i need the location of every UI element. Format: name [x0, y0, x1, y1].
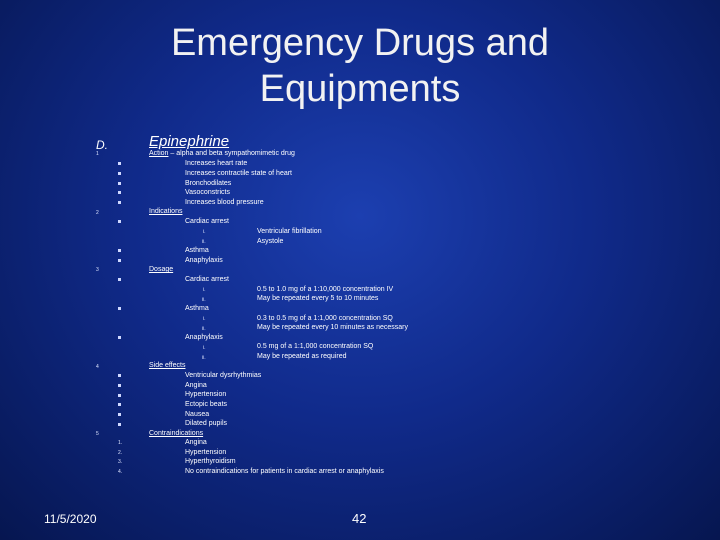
list-item: Ectopic beats	[185, 401, 228, 408]
item-number: 1.	[118, 440, 123, 446]
list-item: Increases heart rate	[185, 160, 248, 167]
bullet-square-icon	[118, 384, 121, 387]
bullet-square-icon	[118, 307, 121, 310]
list-item: Anaphylaxis	[185, 334, 223, 341]
side-effects-label: Side effects	[149, 362, 186, 369]
sub-item: 0.3 to 0.5 mg of a 1:1,000 concentration SQ	[257, 315, 393, 322]
section-number: 3	[96, 267, 99, 273]
bullet-square-icon	[118, 201, 121, 204]
list-item: Hyperthyroidism	[185, 458, 236, 465]
bullet-square-icon	[118, 162, 121, 165]
bullet-square-icon	[118, 336, 121, 339]
list-item: No contraindications for patients in cardiac arrest or anaphylaxis	[185, 468, 384, 475]
sub-item-number: ii.	[202, 297, 206, 303]
sub-item-number: ii.	[202, 239, 206, 245]
list-item: Increases blood pressure	[185, 199, 264, 206]
bullet-square-icon	[118, 249, 121, 252]
bullet-square-icon	[118, 413, 121, 416]
section-number: 4	[96, 364, 99, 370]
sub-item: May be repeated every 5 to 10 minutes	[257, 295, 379, 302]
bullet-square-icon	[118, 220, 121, 223]
list-item: Vasoconstricts	[185, 189, 230, 196]
list-item: Asthma	[185, 305, 209, 312]
item-number: 3.	[118, 459, 123, 465]
section-number: 2	[96, 210, 99, 216]
page-number: 42	[352, 511, 367, 526]
bullet-square-icon	[118, 374, 121, 377]
list-item: Cardiac arrest	[185, 276, 229, 283]
action-description: – alpha and beta sympathomimetic drug	[168, 150, 295, 157]
item-number: 4.	[118, 469, 123, 475]
slide-title-line-1: Emergency Drugs and	[170, 22, 550, 64]
slide-title-line-2: Equipments	[259, 68, 461, 110]
sub-item-number: ii.	[202, 326, 206, 332]
list-item: Hypertension	[185, 449, 227, 456]
bullet-square-icon	[118, 394, 121, 397]
sub-item: May be repeated every 10 minutes as necessary	[257, 324, 408, 331]
bullet-square-icon	[118, 259, 121, 262]
action-line	[149, 149, 295, 158]
sub-item: Ventricular fibrillation	[257, 228, 322, 235]
footer-date: 11/5/2020	[44, 512, 97, 526]
list-item: Angina	[185, 382, 207, 389]
list-item: Angina	[185, 439, 207, 446]
slide-title	[0, 20, 720, 112]
list-item: Ventricular dysrhythmias	[185, 372, 262, 379]
sub-item-number: i.	[203, 229, 206, 235]
dosage-label: Dosage	[149, 266, 174, 273]
drug-heading: Epinephrine	[149, 133, 230, 150]
sub-item-number: i.	[203, 345, 206, 351]
sub-item: May be repeated as required	[257, 353, 347, 360]
sub-item-number: i.	[203, 287, 206, 293]
bullet-square-icon	[118, 278, 121, 281]
bullet-square-icon	[118, 182, 121, 185]
section-number: 1	[96, 151, 99, 157]
list-item: Hypertension	[185, 391, 227, 398]
sub-item-number: ii.	[202, 355, 206, 361]
section-number: 5	[96, 431, 99, 437]
list-item: Cardiac arrest	[185, 218, 229, 225]
item-number: 2.	[118, 450, 123, 456]
sub-item-number: i.	[203, 316, 206, 322]
bullet-square-icon	[118, 191, 121, 194]
bullet-square-icon	[118, 423, 121, 426]
action-label: Action	[149, 150, 169, 157]
list-item: Bronchodilates	[185, 180, 232, 187]
sub-item: Asystole	[257, 238, 284, 245]
bullet-square-icon	[118, 403, 121, 406]
heading-letter: D.	[96, 138, 108, 152]
list-item: Increases contractile state of heart	[185, 170, 292, 177]
list-item: Anaphylaxis	[185, 257, 223, 264]
list-item: Dilated pupils	[185, 420, 228, 427]
list-item: Nausea	[185, 411, 210, 418]
contraindications-label: Contraindications	[149, 430, 204, 437]
sub-item: 0.5 to 1.0 mg of a 1:10,000 concentration IV	[257, 286, 394, 293]
list-item: Asthma	[185, 247, 209, 254]
bullet-square-icon	[118, 172, 121, 175]
sub-item: 0.5 mg of a 1:1,000 concentration SQ	[257, 343, 374, 350]
indications-label: Indications	[149, 208, 183, 215]
